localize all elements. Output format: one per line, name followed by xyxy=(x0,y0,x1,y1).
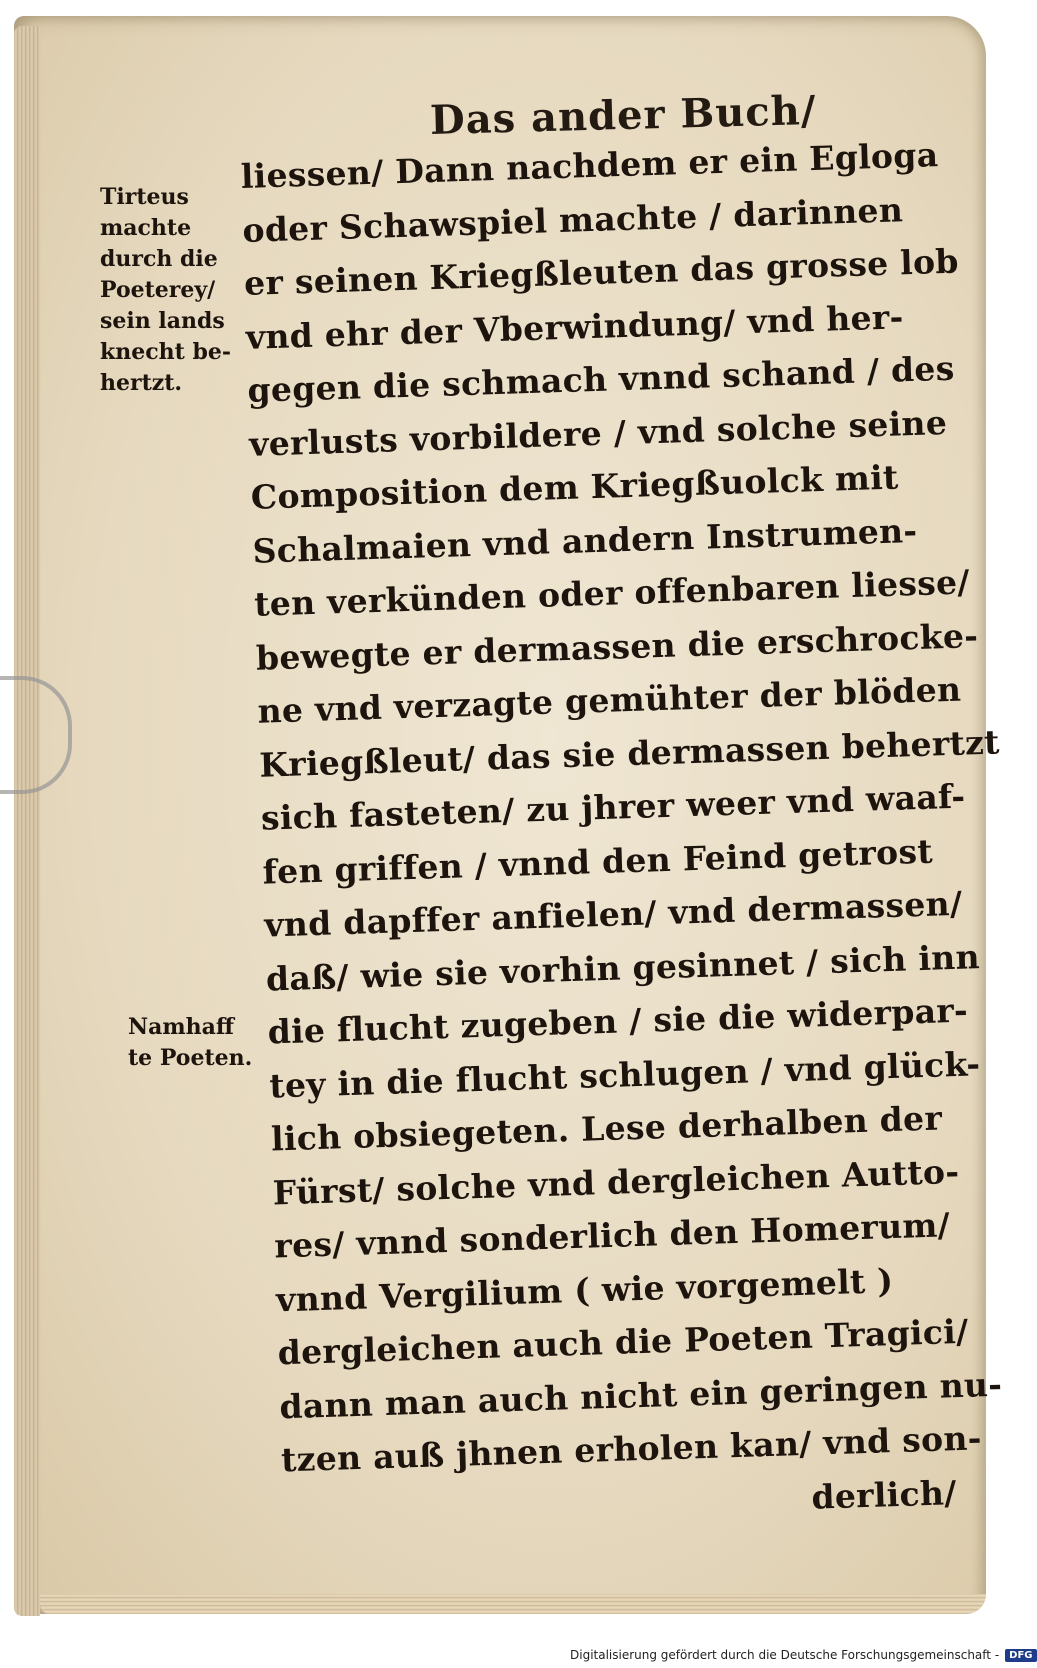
text-line: vnd ehr der Vberwindung/ vnd her- xyxy=(245,296,905,357)
text-line: ten verkünden oder offenbaren liesse/ xyxy=(253,562,971,624)
page-clip-mark xyxy=(0,676,72,794)
page-bottom-edge xyxy=(40,1594,986,1614)
text-line: tzen auß jhnen erholen kan/ vnd son- xyxy=(280,1418,983,1480)
margin-note-line: machte xyxy=(100,215,192,241)
text-line: dergleichen auch die Poeten Tragici/ xyxy=(277,1311,969,1373)
text-line: Fürst/ solche vnd dergleichen Autto- xyxy=(272,1151,960,1212)
margin-note-line: durch die xyxy=(100,246,218,272)
text-line: verlusts vorbildere / vnd solche seine xyxy=(248,402,948,464)
text-line: daß/ wie sie vorhin gesinnet / sich inn xyxy=(265,936,981,999)
margin-note-line: sein lands xyxy=(100,308,225,334)
text-line: vnd dapffer anfielen/ vnd dermassen/ xyxy=(263,883,963,945)
text-line: die flucht zugeben / sie die widerpar- xyxy=(267,990,969,1052)
text-line: bewegte er dermassen die erschrocke- xyxy=(255,615,979,678)
text-line: vnnd Vergilium ( wie vorgemelt ) xyxy=(275,1260,894,1319)
margin-note-line: te Poeten. xyxy=(128,1045,253,1071)
text-line: res/ vnnd sonderlich den Homerum/ xyxy=(273,1205,951,1266)
page-stack-edge xyxy=(14,26,40,1616)
margin-note-tirteus xyxy=(100,182,231,399)
text-line: tey in die flucht schlugen / vnd glück- xyxy=(268,1043,981,1106)
margin-note-line: Tirteus xyxy=(100,184,189,210)
body-text xyxy=(240,129,1003,1541)
margin-note-line: Poeterey/ xyxy=(100,277,216,303)
text-line: Composition dem Kriegßuolck mit xyxy=(250,457,900,517)
text-line: liessen/ Dann nachdem er ein Egloga xyxy=(240,135,939,196)
margin-note-line: Namhaff xyxy=(128,1014,234,1040)
catchword-line: derlich/ xyxy=(810,1472,958,1517)
text-line: gegen die schmach vnnd schand / des xyxy=(246,348,956,410)
dfg-logo-icon: DFG xyxy=(1005,1649,1036,1662)
text-line: sich fasteten/ zu jhrer weer vnd waaf- xyxy=(260,776,966,838)
running-head: Das ander Buch/ xyxy=(429,86,817,145)
text-line: er seinen Kriegßleuten das grosse lob xyxy=(243,241,960,303)
footer-credit: Digitalisierung gefördert durch die Deutsche Forschungsgemeinschaft - xyxy=(570,1648,1000,1662)
margin-note-line: hertzt. xyxy=(100,370,183,396)
text-line: ne vnd verzagte gemühter der blöden xyxy=(257,669,962,731)
text-line: dann man auch nicht ein geringen nu- xyxy=(278,1364,1003,1426)
text-line: oder Schawspiel machte / darinnen xyxy=(241,189,904,250)
text-line: Kriegßleut/ das sie dermassen behertzt xyxy=(258,721,1001,785)
margin-note-line: knecht be- xyxy=(100,339,231,365)
text-line: Schalmaien vnd andern Instrumen- xyxy=(251,510,918,571)
text-line: fen griffen / vnnd den Feind getrost xyxy=(262,831,934,892)
digitization-footer xyxy=(570,1645,1037,1665)
margin-note-poeten xyxy=(128,1012,252,1074)
text-line: lich obsiegeten. Lese derhalben der xyxy=(270,1098,943,1159)
